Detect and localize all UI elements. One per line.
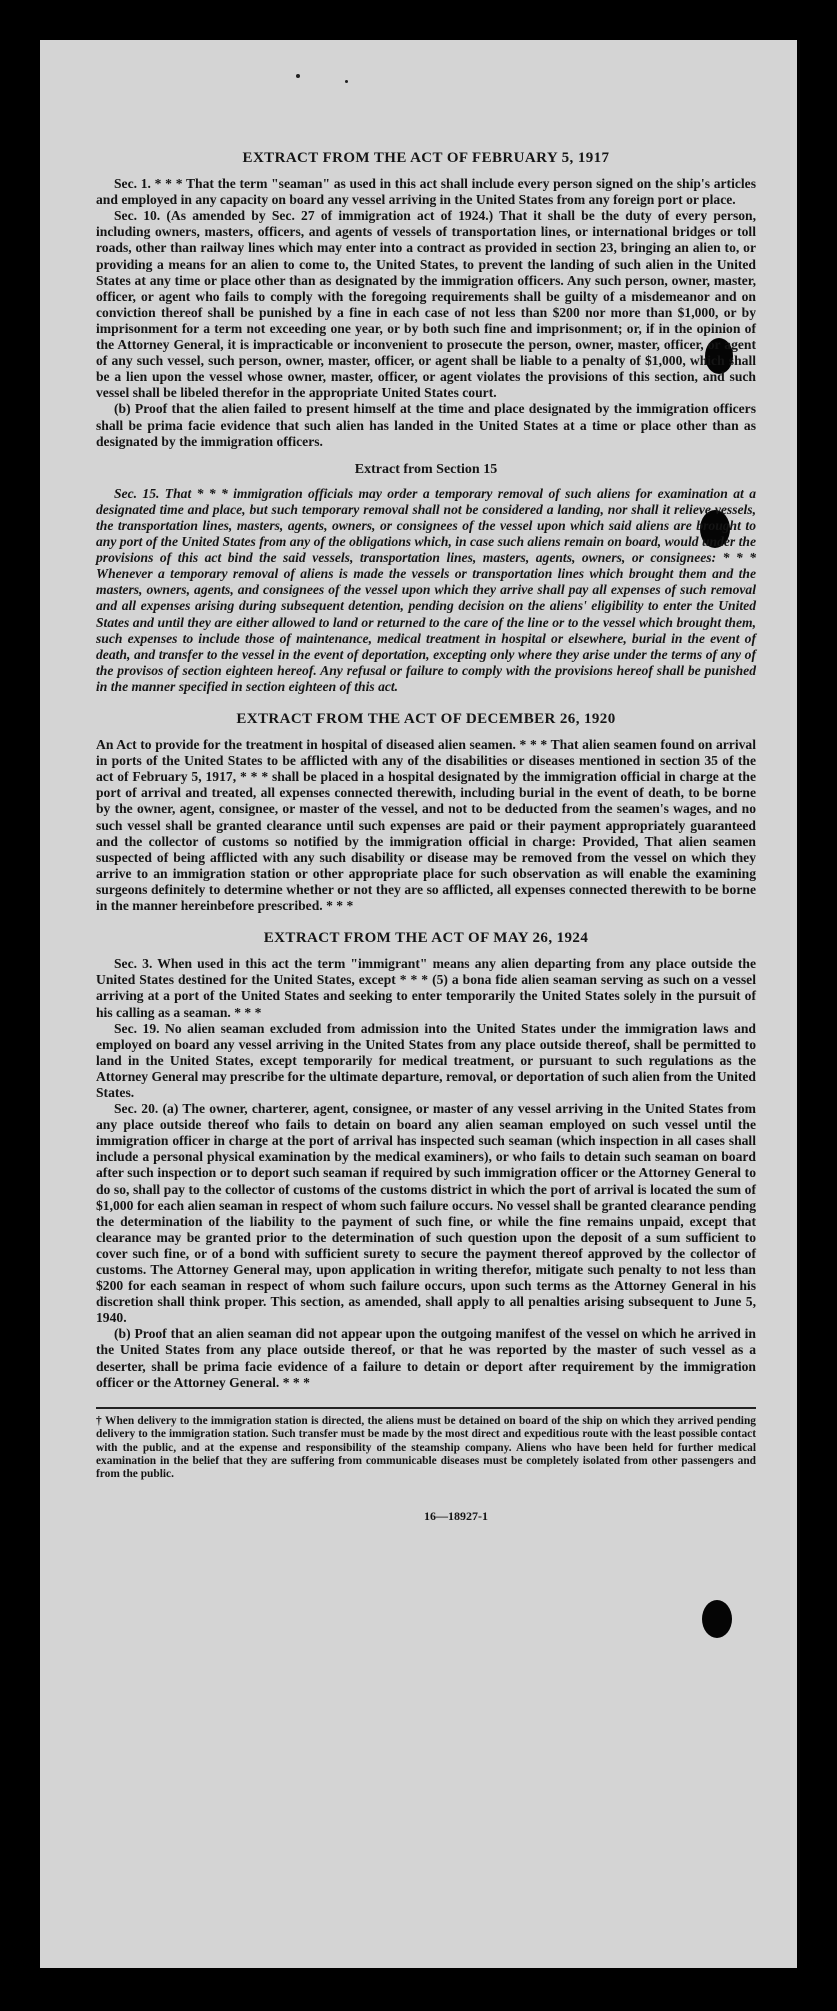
act-1924-section (96, 930, 756, 1391)
section-subheading: Extract from Section 15 (354, 461, 498, 477)
footnote-divider (96, 1407, 756, 1409)
act-1920-section (96, 711, 756, 914)
paper-speck (296, 74, 300, 78)
document-body (96, 150, 756, 1524)
act-1917-section (96, 150, 756, 695)
section-heading: EXTRACT FROM THE ACT OF DECEMBER 26, 1920 (236, 711, 616, 727)
paper-speck (345, 80, 348, 83)
punch-hole (702, 1600, 732, 1638)
section-heading: EXTRACT FROM THE ACT OF FEBRUARY 5, 1917 (242, 150, 610, 166)
paragraph: (b) Proof that the alien failed to present himself at the time and place designated by the immigration officers shall be prima facie evidence that such alien has landed in the United States at a time or place other than as designated by the immigration officers. (96, 401, 756, 449)
paragraph: Sec. 1. * * * That the term "seaman" as used in this act shall include every person signed on the ship's articles and employed in any capacity on board any vessel arriving in the United States from any foreign port or place. (96, 176, 756, 208)
paragraph: (b) Proof that an alien seaman did not appear upon the outgoing manifest of the vessel on which he arrived in the United States from any place outside thereof, or that he was reported by the master of such vessel as a deserter, shall be prima facie evidence of a failure to detain or deport after requirement by the immigration officer or the Attorney General. * * * (96, 1326, 756, 1390)
form-number: 16—18927-1 (424, 1508, 488, 1523)
footnote: † When delivery to the immigration station is directed, the aliens must be detained on board of the ship on which they arrived pending delivery to the immigration station. Such transfer must be made by the most direct and expeditious route with the least possible contact with the public, and at the expense and responsibility of the steamship company. Aliens who have been held for further medical examination in the belief that they are suffering from communicable diseases must be completely isolated from other passengers and from the public. (96, 1414, 756, 1481)
paragraph: Sec. 3. When used in this act the term "immigrant" means any alien departing from any place outside the United States destined for the United States, except * * * (5) a bona fide alien seaman serving as such on a vessel arriving at a port of the United States and seeking to enter temporarily the United States solely in the pursuit of his calling as a seaman. * * * (96, 956, 756, 1020)
paragraph: Sec. 15. That * * * immigration officials may order a temporary removal of such aliens for examination at a designated time and place, but such temporary removal shall not be considered a landing, nor shall it relieve vessels, the transportation lines, masters, agents, owners, or consignees of the vessel upon which said aliens are brought to any port of the United States from any of the obligations which, in case such aliens remain on board, would under the provisions of this act bind the said vessels, transportation lines, masters, agents, owners, or consignees: * * * Whenever a temporary removal of aliens is made the vessels or transportation lines which brought them and the masters, owners, agents, and consignees of the vessel upon which they arrive shall pay all expenses of such removal and all expenses arising during subsequent detention, pending decision on the aliens' eligibility to enter the United States and until they are either allowed to land or returned to the care of the line or to the vessel which brought them, such expenses to include those of maintenance, medical treatment in hospital or elsewhere, burial in the event of death, and transfer to the vessel in the event of deportation, excepting only where they arise under the terms of any of the provisos of section eighteen hereof. Any refusal or failure to comply with the provisions hereof shall be punished in the manner specified in section eighteen of this act. (96, 485, 756, 694)
paragraph: An Act to provide for the treatment in hospital of diseased alien seamen. * * * That alien seamen found on arrival in ports of the United States to be afflicted with any of the disabilities or diseases mentioned in section 35 of the act of February 5, 1917, * * * shall be placed in a hospital designated by the immigration official in charge at the port of arrival and treated, all expenses connected therewith, including burial in the event of death, to be borne by the owner, agent, consignee, or master of the vessel, and not to be deducted from the seamen's wages, and no such vessel shall be granted clearance until such expenses are paid or their payment appropriately guaranteed and the collector of customs so notified by the immigration official in charge: Provided, That alien seamen suspected of being afflicted with any such disability or disease may be removed from the vessel on which they arrive to an immigration station or other appropriate place for such observation as will enable the examining surgeons definitely to determine whether or not they are so afflicted, all expenses connected therewith to be borne in the manner hereinbefore prescribed. * * * (96, 737, 756, 914)
document-page (40, 40, 797, 1968)
section-heading: EXTRACT FROM THE ACT OF MAY 26, 1924 (263, 930, 589, 947)
paragraph: Sec. 10. (As amended by Sec. 27 of immigration act of 1924.) That it shall be the duty of every person, including owners, masters, officers, and agents of vessels of transportation lines, or international bridges or toll roads, other than railway lines which may enter into a contract as provided in section 23, bringing an alien to, or providing a means for an alien to come to, the United States, to prevent the landing of such alien in the United States at any time or place other than as designated by the immigration officers. Any such person, owner, master, officer, or agent who fails to comply with the foregoing requirements shall be guilty of a misdemeanor and on conviction thereof shall be punished by a fine in each case of not less than $200 nor more than $1,000, or by imprisonment for a term not exceeding one year, or by both such fine and imprisonment; or, if in the opinion of the Attorney General, it is impracticable or inconvenient to prosecute the person, owner, master, officer, or agent of any such vessel, such person, owner, master, officer, or agent shall be liable to a penalty of $1,000, which shall be a lien upon the vessel whose owner, master, officer, or agent violates the provisions of this section, and such vessel shall be libeled therefor in the appropriate United States court. (96, 208, 756, 401)
paragraph: Sec. 20. (a) The owner, charterer, agent, consignee, or master of any vessel arriving in the United States from any place outside thereof who fails to detain on board any alien seaman employed on such vessel until the immigration officer in charge at the port of arrival has inspected such seaman (which inspection in all cases shall include a personal physical examination by the medical examiners), or who fails to detain such seaman on board after such inspection or to deport such seaman if required by such immigration officer or the Attorney General to do so, shall pay to the collector of customs of the customs district in which the port of arrival is located the sum of $1,000 for each alien seaman in respect of whom such failure occurs. No vessel shall be granted clearance pending the determination of the liability to the payment of such fine, or while the fine remains unpaid, except that clearance may be granted prior to the determination of such question upon the deposit of a sum sufficient to cover such fine, or of a bond with sufficient surety to secure the payment thereof approved by the collector of customs. The Attorney General may, upon application in writing therefor, mitigate such penalty to not less than $200 for each seaman in respect of whom such failure occurs, upon such terms as the Attorney General in his discretion shall think proper. This section, as amended, shall apply to all penalties arising subsequent to June 5, 1940. (96, 1101, 756, 1326)
paragraph: Sec. 19. No alien seaman excluded from admission into the United States under the immigration laws and employed on board any vessel arriving in the United States from any place outside thereof, shall be permitted to land in the United States, except temporarily for medical treatment, or pursuant to such regulations as the Attorney General may prescribe for the ultimate departure, removal, or deportation of such alien from the United States. (96, 1020, 756, 1100)
